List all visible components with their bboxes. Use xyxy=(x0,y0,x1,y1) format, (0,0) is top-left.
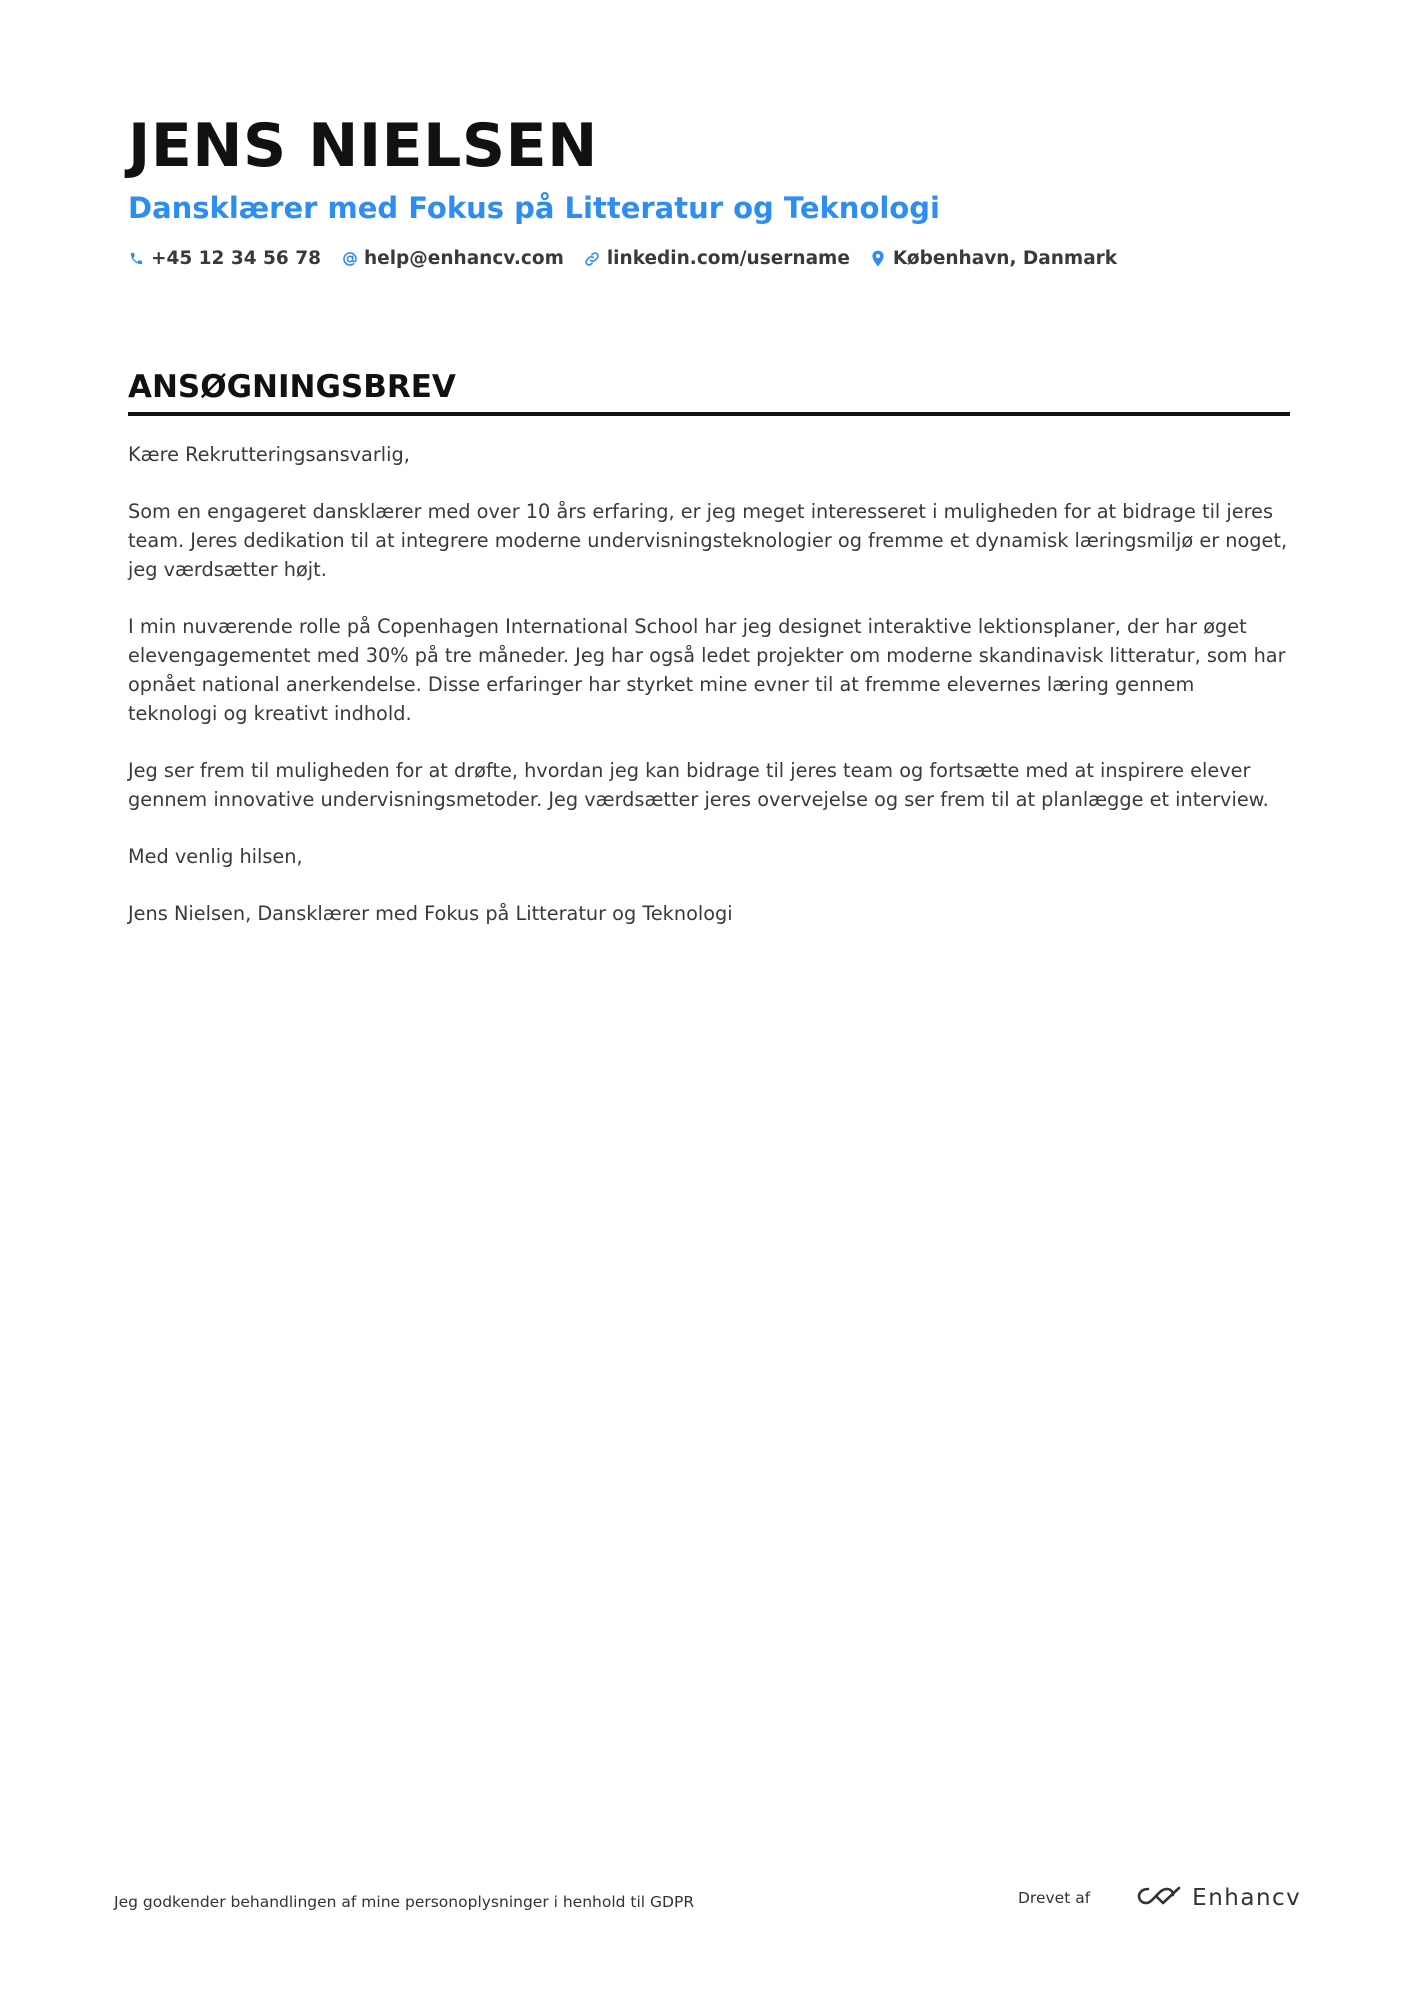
link-icon xyxy=(584,250,601,268)
contact-info xyxy=(128,248,1288,269)
letter-greeting: Kære Rekrutteringsansvarlig, xyxy=(128,443,410,466)
candidate-title: Dansklærer med Fokus på Litteratur og Teknologi xyxy=(128,191,940,225)
contact-location xyxy=(870,248,1117,269)
enhancv-logo[interactable] xyxy=(1136,1884,1301,1912)
enhancv-logo-icon xyxy=(1136,1884,1182,1912)
linkedin-url: linkedin.com/username xyxy=(606,248,850,269)
powered-by-label: Drevet af xyxy=(1018,1889,1091,1907)
contact-linkedin[interactable] xyxy=(584,248,850,269)
letter-paragraph: I min nuværende rolle på Copenhagen International School har jeg designet interaktive lektionsplaner, der har øget elevengagementet med 30% på tre måneder. Jeg har også ledet projekter om moderne skandinavisk litteratur, som har opnået national anerkendelse. Disse erfaringer har styrket mine evner til at fremme elevernes læring gennem teknologi og kreativt indhold. xyxy=(128,615,1286,725)
letter-paragraph: Jeg ser frem til muligheden for at drøfte, hvordan jeg kan bidrage til jeres team og fortsætte med at inspirere elever gennem innovative undervisningsmetoder. Jeg værdsætter jeres overvejelse og ser frem til at planlægge et interview. xyxy=(128,759,1269,811)
contact-phone xyxy=(128,248,321,269)
section-divider xyxy=(128,412,1290,416)
phone-icon xyxy=(128,250,145,268)
location-pin-icon xyxy=(870,250,887,268)
footer-branding xyxy=(1018,1884,1301,1912)
section-heading xyxy=(128,364,1290,416)
phone-number: +45 12 34 56 78 xyxy=(151,248,321,269)
candidate-name: JENS NIELSEN xyxy=(128,111,598,181)
gdpr-consent: Jeg godkender behandlingen af mine personoplysninger i henhold til GDPR xyxy=(114,1893,695,1911)
location-text: København, Danmark xyxy=(892,248,1118,269)
section-title: ANSØGNINGSBREV xyxy=(128,369,456,405)
letter-closing: Med venlig hilsen, xyxy=(128,845,303,868)
contact-email[interactable] xyxy=(341,248,564,269)
at-icon xyxy=(341,250,358,268)
letter-body xyxy=(128,440,1288,956)
header xyxy=(128,108,1288,269)
enhancv-brand-text: Enhancv xyxy=(1192,1885,1302,1911)
email-address: help@enhancv.com xyxy=(364,248,564,269)
letter-paragraph: Som en engageret dansklærer med over 10 års erfaring, er jeg meget interesseret i muligheden for at bidrage til jeres team. Jeres dedikation til at integrere moderne undervisningsteknologier og fremme et dynamisk læringsmiljø er noget, jeg værdsætter højt. xyxy=(128,500,1288,581)
letter-signature: Jens Nielsen, Dansklærer med Fokus på Litteratur og Teknologi xyxy=(128,902,733,925)
